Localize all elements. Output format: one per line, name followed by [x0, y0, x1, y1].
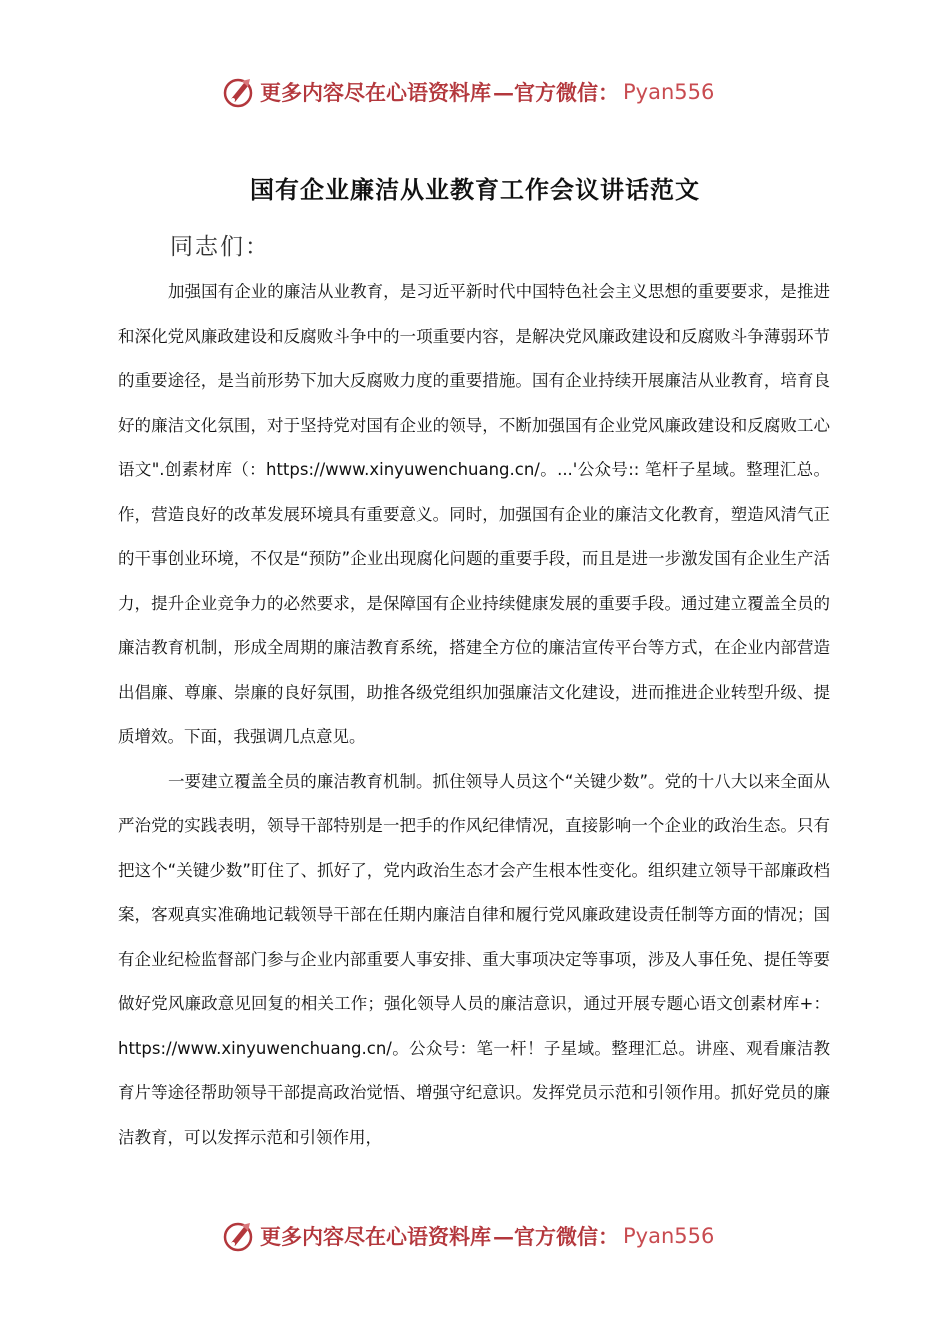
document-title: 国有企业廉洁从业教育工作会议讲话范文: [250, 175, 700, 204]
banner-text: 更多内容尽在心语资料库: [260, 80, 491, 105]
salutation: 同志们：: [170, 234, 270, 260]
banner-wechat-id: Pyan556: [623, 80, 715, 104]
header-watermark-banner: [222, 72, 742, 112]
banner-text: 更多内容尽在心语资料库: [260, 1224, 491, 1249]
paragraph-1: 加强国有企业的廉洁从业教育，是习近平新时代中国特色社会主义思想的重要要求，是推进和深化党风廉政建设和反腐败斗争中的一项重要内容，是解决党风廉政建设和反腐败斗争薄弱环节的重要途径，是当前形势下加大反腐败力度的重要措施。国有企业持续开展廉洁从业教育，培育良好的廉洁文化氛围，对于坚持党对国有企业的领导，不断加强国有企业党风廉政建设和反腐败工心语文".创素材库（：https://www.xinyuwenchuang.cn/。...'公众号:: 笔杆子星域。整理汇总。作，营造良好的改革发展环境具有重要意义。同时，加强国有企业的廉洁文化教育，塑造风清气正的干事创业环境，不仅是“预防”企业出现腐化问题的重要手段，而且是进一步激发国有企业生产活力，提升企业竞争力的必然要求，是保障国有企业持续健康发展的重要手段。通过建立覆盖全员的廉洁教育机制，形成全周期的廉洁教育系统，搭建全方位的廉洁宣传平台等方式，在企业内部营造出倡廉、尊廉、崇廉的良好氛围，助推各级党组织加强廉洁文化建设，进而推进企业转型升级、提质增效。下面，我强调几点意见。: [118, 282, 830, 746]
banner-wechat-id: Pyan556: [623, 1224, 715, 1248]
footer-watermark-banner: [222, 1216, 742, 1256]
document-body: [118, 270, 830, 1160]
paragraph-2: 一要建立覆盖全员的廉洁教育机制。抓住领导人员这个“关键少数”。党的十八大以来全面从严治党的实践表明，领导干部特别是一把手的作风纪律情况，直接影响一个企业的政治生态。只有把这个“关键少数”盯住了、抓好了，党内政治生态才会产生根本性变化。组织建立领导干部廉政档案，客观真实准确地记载领导干部在任期内廉洁自律和履行党风廉政建设责任制等方面的情况；国有企业纪检监督部门参与企业内部重要人事安排、重大事项决定等事项，涉及人事任免、提任等要做好党风廉政意见回复的相关工作；强化领导人员的廉洁意识，通过开展专题心语文创素材库+：https://www.xinyuwenchuang.cn/。公众号：笔一杆！子星域。整理汇总。讲座、观看廉洁教育片等途径帮助领导干部提高政治觉悟、增强守纪意识。发挥党员示范和引领作用。抓好党员的廉洁教育，可以发挥示范和引领作用，: [118, 771, 830, 1147]
banner-wechat-label: —官方微信：: [493, 1224, 619, 1249]
banner-wechat-label: —官方微信：: [493, 80, 619, 105]
logo-icon: [222, 1219, 256, 1253]
logo-icon: [222, 75, 256, 109]
